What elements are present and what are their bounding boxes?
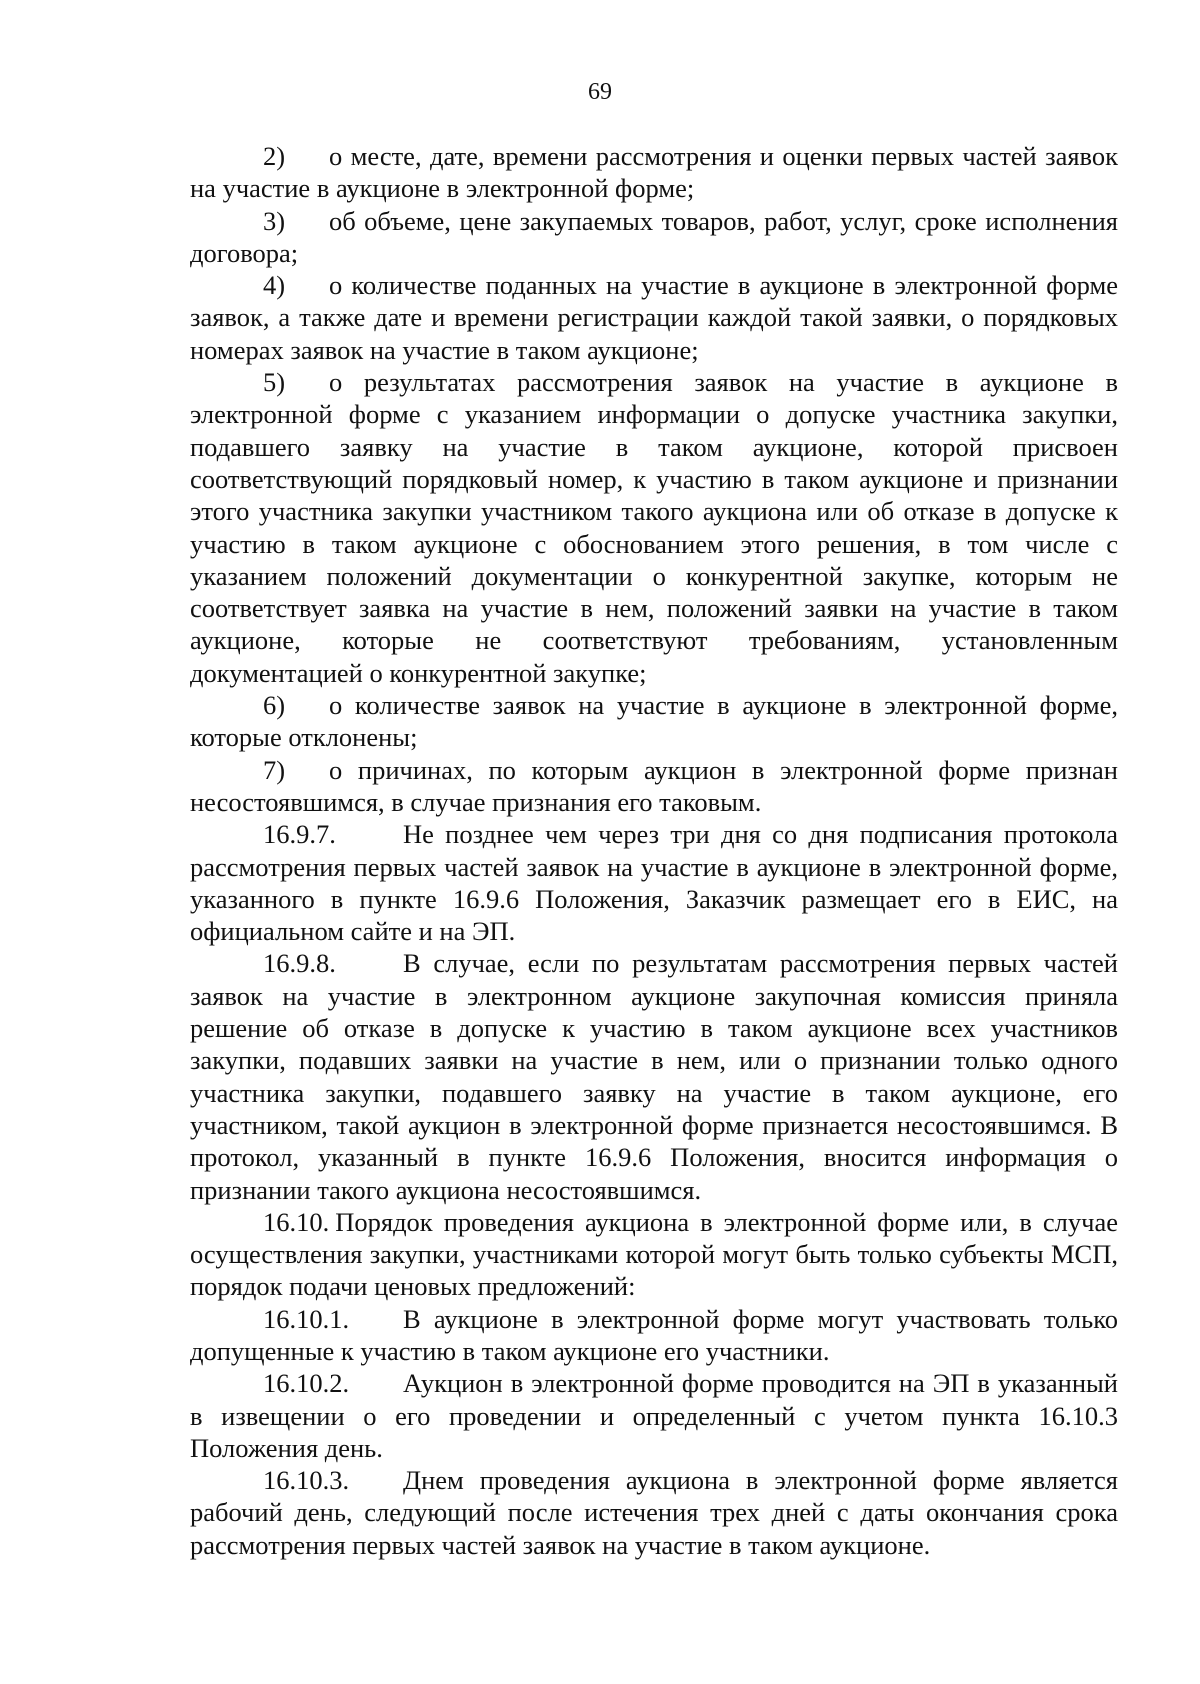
clause-number: 16.9.7. (263, 819, 336, 850)
list-item-6 (190, 689, 1118, 754)
clause-16-10-2 (190, 1367, 1118, 1464)
clause-text: Не позднее чем через три дня со дня подписания протокола рассмотрения первых частей заявок на участие в аукционе в электронной форме, указанного в пункте 16.9.6 Положения, Заказчик размещает его в ЕИС, на официальном сайте и на ЭП. (190, 819, 1118, 947)
page-number: 69 (588, 79, 612, 105)
list-item-2 (190, 140, 1118, 205)
item-number: 2) (263, 141, 286, 171)
item-number: 3) (263, 205, 286, 236)
clause-16-9-7 (190, 818, 1118, 947)
item-number: 5) (263, 367, 286, 398)
item-text: о количестве заявок на участие в аукционе в электронной форме, которые отклонены; (190, 690, 1118, 753)
clause-16-10-3 (190, 1464, 1118, 1561)
clause-text: Аукцион в электронной форме проводится на ЭП в указанный в извещении о его проведении и определенный с учетом пункта 16.10.3 Положения день. (190, 1368, 1118, 1463)
clause-16-10 (190, 1206, 1118, 1303)
list-item-3 (190, 205, 1118, 270)
list-item-7 (190, 754, 1118, 819)
clause-16-10-1 (190, 1303, 1118, 1368)
clause-text: Порядок проведения аукциона в электронной форме или, в случае осуществления закупки, участниками которой могут быть только субъекты МСП, порядок подачи ценовых предложений: (190, 1206, 1118, 1302)
clause-number: 16.10. (263, 1206, 330, 1237)
item-text: о количестве поданных на участие в аукционе в электронной форме заявок, а также дате и времени регистрации каждой такой заявки, о порядковых номерах заявок на участие в таком аукционе; (190, 270, 1118, 365)
clause-text: В случае, если по результатам рассмотрения первых частей заявок на участие в электронном аукционе закупочная комиссия приняла решение об отказе в допуске к участию в таком аукционе всех участников закупки, подавших заявки на участие в нем, или о признании только одного участника закупки, подавшего заявку на участие в таком аукционе, его участником, такой аукцион в электронной форме признается несостоявшимся. В протокол, указанный в пункте 16.9.6 Положения, вносится информация о признании такого аукциона несостоявшимся. (190, 948, 1118, 1205)
list-item-4 (190, 269, 1118, 366)
item-text: о месте, дате, времени рассмотрения и оценки первых частей заявок на участие в аукционе в электронной форме; (190, 141, 1118, 204)
clause-number: 16.10.1. (263, 1303, 350, 1334)
item-text: о результатах рассмотрения заявок на участие в аукционе в электронной форме с указанием информации о допуске участника закупки, подавшего заявку на участие в таком аукционе, которой присвоен соответствующий порядковый номер, к участию в таком аукционе и признании этого участника закупки участником такого аукциона или об отказе в допуске к участию в таком аукционе с обоснованием этого решения, в том числе с указанием положений документации о конкурентной закупке, которым не соответствует заявка на участие в нем, положений заявки на участие в таком аукционе, которые не соответствуют требованиям, установленным документацией о конкурентной закупке; (190, 367, 1118, 688)
item-text: об объеме, цене закупаемых товаров, работ, услуг, сроке исполнения договора; (190, 205, 1118, 268)
document-body (190, 140, 1118, 1561)
clause-number: 16.10.3. (263, 1465, 350, 1496)
clause-number: 16.9.8. (263, 948, 336, 979)
clause-number: 16.10.2. (263, 1368, 350, 1399)
clause-16-9-8 (190, 947, 1118, 1205)
clause-text: В аукционе в электронной форме могут участвовать только допущенные к участию в таком аукционе его участники. (190, 1303, 1118, 1366)
item-number: 7) (263, 754, 286, 785)
item-text: о причинах, по которым аукцион в электронной форме признан несостоявшимся, в случае признания его таковым. (190, 754, 1118, 817)
item-number: 4) (263, 270, 286, 301)
clause-text: Днем проведения аукциона в электронной форме является рабочий день, следующий после истечения трех дней с даты окончания срока рассмотрения первых частей заявок на участие в таком аукционе. (190, 1465, 1118, 1560)
list-item-5 (190, 366, 1118, 689)
item-number: 6) (263, 690, 286, 721)
